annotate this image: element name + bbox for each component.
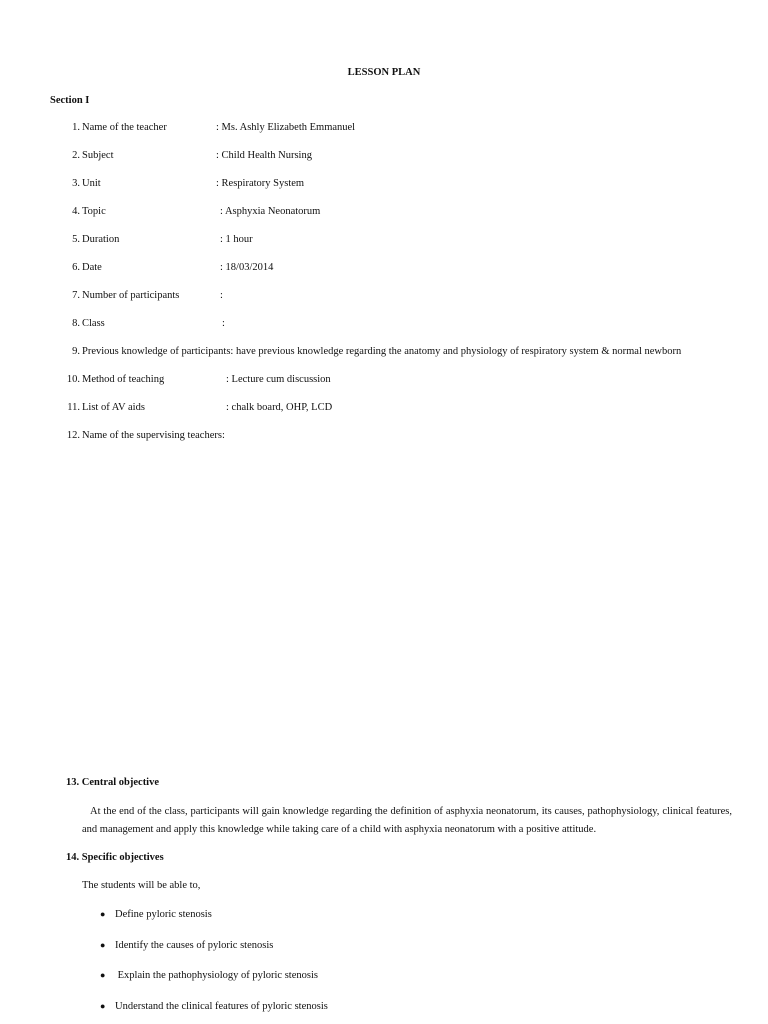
item-label: Subject: [82, 150, 114, 161]
specific-objectives-intro: The students will be able to,: [82, 880, 201, 891]
item-value: : 1 hour: [220, 234, 253, 245]
item-label: Name of the teacher: [82, 122, 167, 133]
item-value: : Asphyxia Neonatorum: [220, 206, 321, 217]
bullet-icon: ●: [100, 970, 106, 980]
item-value: : 18/03/2014: [220, 262, 274, 273]
item-number: 11.: [67, 402, 80, 413]
item-number: 9.: [72, 346, 80, 357]
item-number: 7.: [72, 290, 80, 301]
item-value: : chalk board, OHP, LCD: [226, 402, 333, 413]
item-label: Unit: [82, 178, 101, 189]
bullet-text: Explain the pathophysiology of pyloric stenosis: [115, 970, 318, 981]
item-number: 8.: [72, 318, 80, 329]
item-label: Number of participants: [82, 290, 180, 301]
list-item: [100, 940, 273, 951]
item-value: :: [222, 318, 225, 329]
item-label: Date: [82, 262, 102, 273]
list-item: [100, 909, 212, 920]
item-label: Topic: [82, 206, 106, 217]
item-value: : Respiratory System: [216, 178, 305, 189]
item-number: 4.: [72, 206, 80, 217]
section-heading: Section I: [50, 95, 90, 106]
bullet-text: Understand the clinical features of pyloric stenosis: [115, 1001, 328, 1012]
central-objective-text: At the end of the class, participants will gain knowledge regarding the definition of asphyxia neonatorum, its causes, pathophysiology, clinical features, and management and apply this knowledge while taking care of a child with asphyxia neonatorum with a positive attitude.: [82, 806, 732, 835]
bullet-icon: ●: [100, 940, 106, 950]
page-title: LESSON PLAN: [347, 67, 421, 78]
item-label: Duration: [82, 234, 120, 245]
item-value: : Child Health Nursing: [216, 150, 312, 161]
item-number: 6.: [72, 262, 80, 273]
item-value: : Ms. Ashly Elizabeth Emmanuel: [216, 122, 356, 133]
item-value: :: [220, 290, 223, 301]
bullet-text: Define pyloric stenosis: [115, 909, 212, 920]
item-number: 3.: [72, 178, 80, 189]
item-value: : Lecture cum discussion: [226, 374, 331, 385]
list-item: [100, 970, 318, 981]
item-number: 12.: [66, 430, 80, 441]
specific-objectives-heading: 14. Specific objectives: [66, 852, 164, 863]
bullet-icon: ●: [100, 1001, 106, 1011]
item-label: Method of teaching: [82, 374, 165, 385]
item-number: 1.: [72, 122, 80, 133]
bullet-icon: ●: [100, 909, 106, 919]
item-number: 5.: [72, 234, 80, 245]
item-number: 2.: [72, 150, 80, 161]
item-label: Name of the supervising teachers:: [82, 430, 225, 441]
bullet-text: Identify the causes of pyloric stenosis: [115, 940, 274, 951]
item-number: 10.: [66, 374, 80, 385]
item-label: List of AV aids: [82, 402, 145, 413]
item-label: Previous knowledge of participants: have previous knowledge regarding the anatomy and physiology of respiratory system & normal newborn: [82, 346, 682, 357]
item-label: Class: [82, 318, 105, 329]
list-item: [100, 1001, 328, 1012]
central-objective-heading: 13. Central objective: [66, 777, 160, 788]
